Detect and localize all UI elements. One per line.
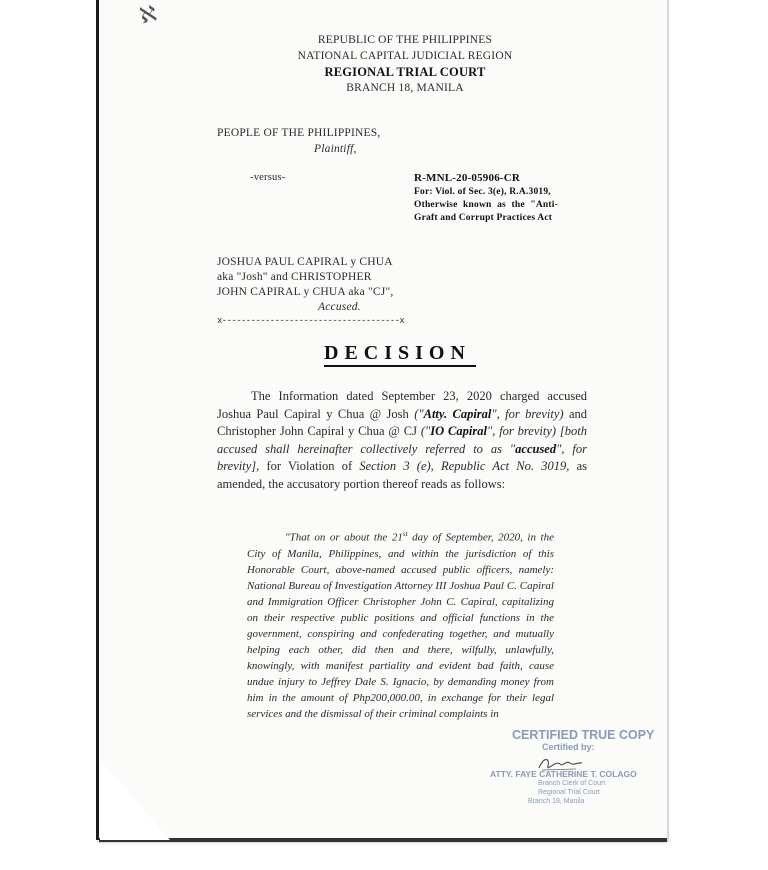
case-number: R-MNL-20-05906-CR — [414, 172, 521, 184]
accused-line-2: aka "Josh" and CHRISTOPHER — [217, 271, 372, 283]
stamp-position-3: Branch 18, Manila — [528, 798, 585, 805]
stamp-signatory-name: ATTY. FAYE CATHERINE T. COLAGO — [490, 769, 637, 779]
header-branch: BRANCH 18, MANILA — [346, 82, 464, 94]
case-description-1: For: Viol. of Sec. 3(e), R.A.3019, — [414, 187, 551, 197]
header-republic: REPUBLIC OF THE PHILIPPINES — [317, 34, 493, 46]
case-description-3: Graft and Corrupt Practices Act — [414, 213, 553, 223]
stamp-certified-by: Certified by: — [542, 742, 595, 752]
case-description-2: Otherwise known as the "Anti- — [414, 200, 558, 210]
versus-label: -versus- — [250, 172, 286, 183]
page-bottom-edge — [99, 838, 667, 842]
plaintiff-role: Plaintiff, — [314, 143, 357, 155]
plaintiff-name: PEOPLE OF THE PHILIPPINES, — [217, 127, 381, 139]
page-right-edge — [667, 0, 669, 842]
header-region: NATIONAL CAPITAL JUDICIAL REGION — [297, 50, 513, 62]
stamp-position-1: Branch Clerk of Court — [538, 780, 606, 787]
page-curl — [100, 760, 170, 840]
stamp-title: CERTIFIED TRUE COPY — [512, 728, 655, 742]
accused-line-3: JOHN CAPIRAL y CHUA aka "CJ", — [217, 286, 394, 298]
title-underline — [324, 365, 476, 367]
body-paragraph: The Information dated September 23, 2020 charged accused Joshua Paul Capiral y Chua @ Josh ("Atty. Capiral", for brevity) and Christopher John Capiral y Chua @ CJ ("IO Capiral", for brevity) [both accused shall hereinafter collectively referred to as "accused", for brevity], for Violation of Section 3 (e), Republic Act No. 3019, as amended, the accusatory portion thereof reads as follows: — [217, 389, 588, 491]
handwritten-mark: ℵ — [137, 0, 159, 29]
header-court: REGIONAL TRIAL COURT — [324, 65, 486, 79]
accused-role: Accused. — [318, 301, 361, 313]
stamp-position-2: Regional Trial Court — [538, 789, 600, 796]
accused-line-1: JOSHUA PAUL CAPIRAL y CHUA — [217, 256, 393, 268]
information-quote: "That on or about the 21st day of September, 2020, in the City of Manila, Philippines, and within the jurisdiction of this Honorable Court, above-named accused public officers, namely: National Bureau of Investigation Attorney III Joshua Paul C. Capiral and Immigration Officer Christopher John C. Capiral, capitalizing on their respective public positions and official functions in the government, conspiring and confederating together, and mutually helping each other, did then and there, wilfully, unlawfully, knowingly, with manifest partiality and evident bad faith, cause undue injury to Jeffrey Dale S. Ignacio, by demanding money from him in the amount of Php200,000.00, in exchange for their legal services and the dismissal of their criminal complaints in — [247, 530, 554, 720]
document-title: DECISION — [324, 342, 471, 364]
caption-separator: x-------------------------------------x — [217, 316, 405, 326]
